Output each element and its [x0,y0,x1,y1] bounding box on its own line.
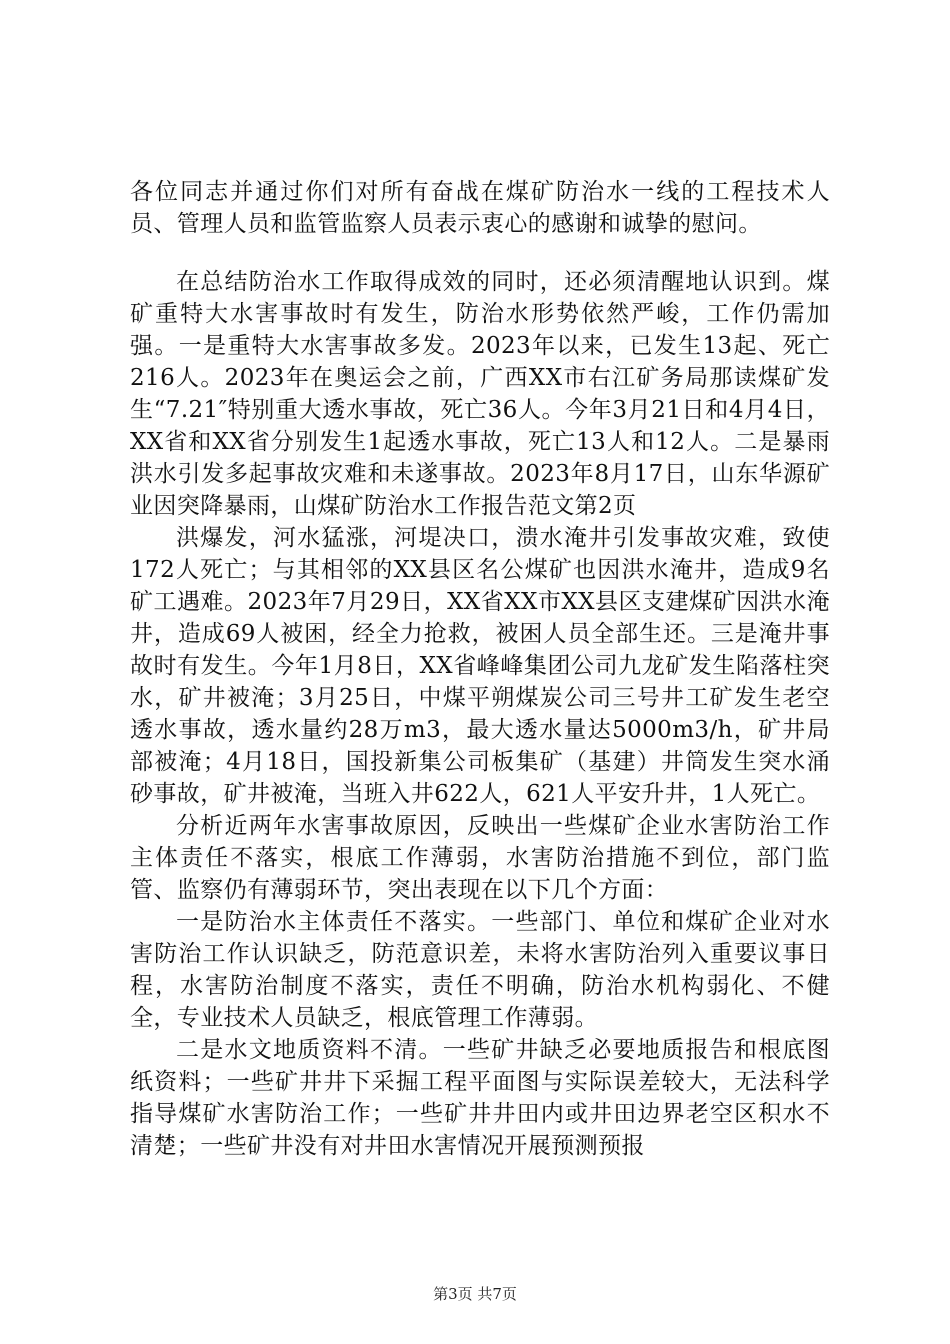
document-body [130,176,830,1162]
page-footer: 第3页 共7页 [433,1285,517,1303]
paragraph-6: 二是水文地质资料不清。一些矿井缺乏必要地质报告和根底图纸资料；一些矿井井下采掘工程平面图与实际误差较大，无法科学指导煤矿水害防治工作；一些矿井井田内或井田边界老空区积水不清楚；一些矿井没有对井田水害情况开展预测预报 [130,1037,830,1159]
paragraph-4: 分析近两年水害事故原因，反映出一些煤矿企业水害防治工作主体责任不落实，根底工作薄弱，水害防治措施不到位，部门监管、监察仍有薄弱环节，突出表现在以下几个方面： [130,813,830,903]
paragraph-3: 洪爆发，河水猛涨，河堤决口，溃水淹井引发事故灾难，致使172人死亡；与其相邻的XX县区名公煤矿也因洪水淹井，造成9名矿工遇难。2023年7月29日，XX省XX市XX县区支建煤矿因洪水淹井，造成69人被困，经全力抢救，被困人员全部生还。三是淹井事故时有发生。今年1月8日，XX省峰峰集团公司九龙矿发生陷落柱突水，矿井被淹；3月25日，中煤平朔煤炭公司三号井工矿发生老空透水事故，透水量约28万m3，最大透水量达5000m3/h，矿井局部被淹；4月18日，国投新集公司板集矿（基建）井筒发生突水涌砂事故，矿井被淹，当班入井622人，621人平安升井，1人死亡。 [130,525,830,807]
paragraph-1: 各位同志并通过你们对所有奋战在煤矿防治水一线的工程技术人员、管理人员和监管监察人员表示衷心的感谢和诚挚的慰问。 [130,179,830,237]
paragraph-5: 一是防治水主体责任不落实。一些部门、单位和煤矿企业对水害防治工作认识缺乏，防范意识差，未将水害防治列入重要议事日程，水害防治制度不落实，责任不明确，防治水机构弱化、不健全，专业技术人员缺乏，根底管理工作薄弱。 [130,909,830,1031]
paragraph-2: 在总结防治水工作取得成效的同时，还必须清醒地认识到。煤矿重特大水害事故时有发生，防治水形势依然严峻，工作仍需加强。一是重特大水害事故多发。2023年以来，已发生13起、死亡216人。2023年在奥运会之前，广西XX市右江矿务局那读煤矿发生“7.21″特别重大透水事故，死亡36人。今年3月21日和4月4日，XX省和XX省分别发生1起透水事故，死亡13人和12人。二是暴雨洪水引发多起事故灾难和未遂事故。2023年8月17日，山东华源矿业因突降暴雨，山煤矿防治水工作报告范文第2页 [130,269,830,519]
